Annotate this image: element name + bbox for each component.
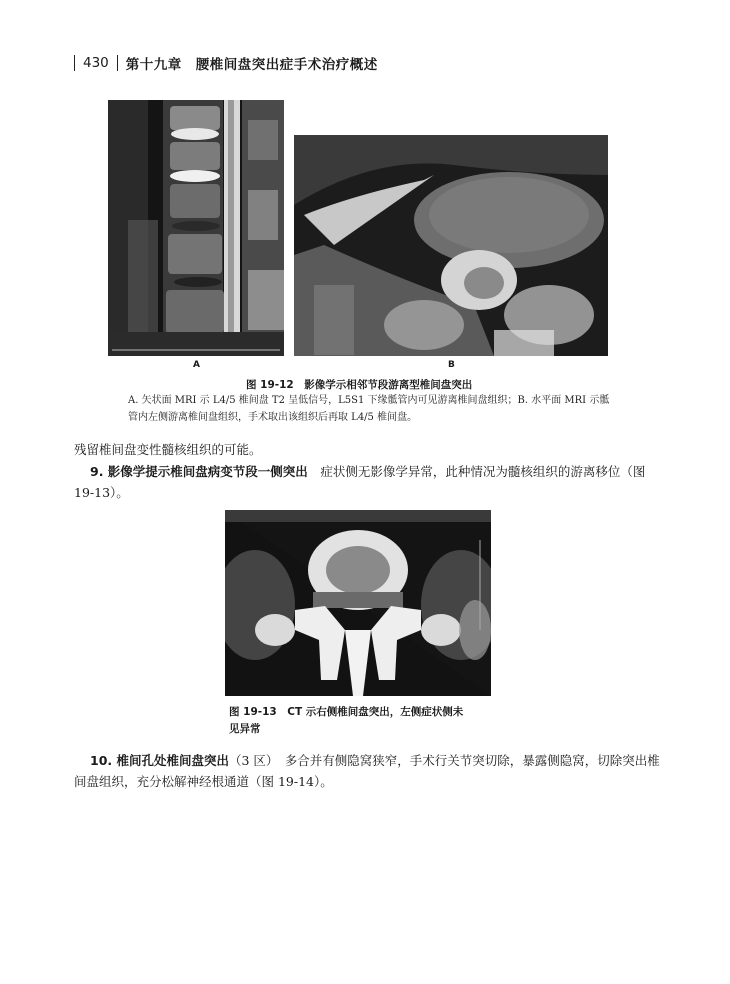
- chapter-title: 第十九章 腰椎间盘突出症手术治疗概述: [125, 57, 378, 73]
- figure-19-12-note-line-2: 管内左侧游离椎间盘组织，手术取出该组织后再取 L4/5 椎间盘。: [128, 412, 418, 423]
- figure-19-13-ct-image: [225, 510, 491, 696]
- item-10-heading: 10. 椎间孔处椎间盘突出: [90, 753, 229, 768]
- item-9-paragraph: [90, 461, 660, 482]
- panel-a-label: A: [193, 360, 200, 370]
- item-10-body: 多合并有侧隐窝狭窄，手术行关节突切除，暴露侧隐窝，切除突出椎: [272, 753, 660, 768]
- page-number: 430: [83, 55, 109, 71]
- item-10-paragraph-line-2: 间盘组织，充分松解神经根通道（图 19-14）。: [74, 774, 333, 789]
- figure-19-12-title: 图 19-12 影像学示相邻节段游离型椎间盘突出: [246, 379, 473, 391]
- item-10-paragraph: [90, 750, 660, 771]
- header-left-rule: [74, 55, 75, 71]
- panel-b-label: B: [448, 360, 455, 370]
- sagittal-mri-drawing: [108, 100, 284, 356]
- item-9-body: 症状侧无影像学异常，此种情况为髓核组织的游离移位（图: [307, 464, 646, 479]
- figure-19-12-note-line-1: A. 矢状面 MRI 示 L4/5 椎间盘 T2 呈低信号，L5S1 下缘骶管内可见游离椎间盘组织；B. 水平面 MRI 示骶: [128, 395, 610, 406]
- item-10-heading-suffix: （3 区）: [229, 753, 273, 768]
- figure-19-13-title-line-2: 见异常: [229, 723, 261, 735]
- item-9-paragraph-line-2: 19-13）。: [74, 485, 129, 500]
- ct-scan-drawing: [225, 510, 491, 696]
- figure-19-13-title-line-1: 图 19-13 CT 示右侧椎间盘突出，左侧症状侧未: [229, 706, 464, 718]
- header-divider: [117, 55, 118, 71]
- item-9-heading: 9. 影像学提示椎间盘病变节段一侧突出: [90, 464, 308, 479]
- figure-19-12-a-mri-image: [108, 100, 284, 356]
- axial-mri-drawing: [294, 135, 608, 356]
- paragraph-continuation: 残留椎间盘变性髓核组织的可能。: [74, 442, 262, 457]
- figure-19-12-b-mri-image: [294, 135, 608, 356]
- running-header: [74, 52, 378, 74]
